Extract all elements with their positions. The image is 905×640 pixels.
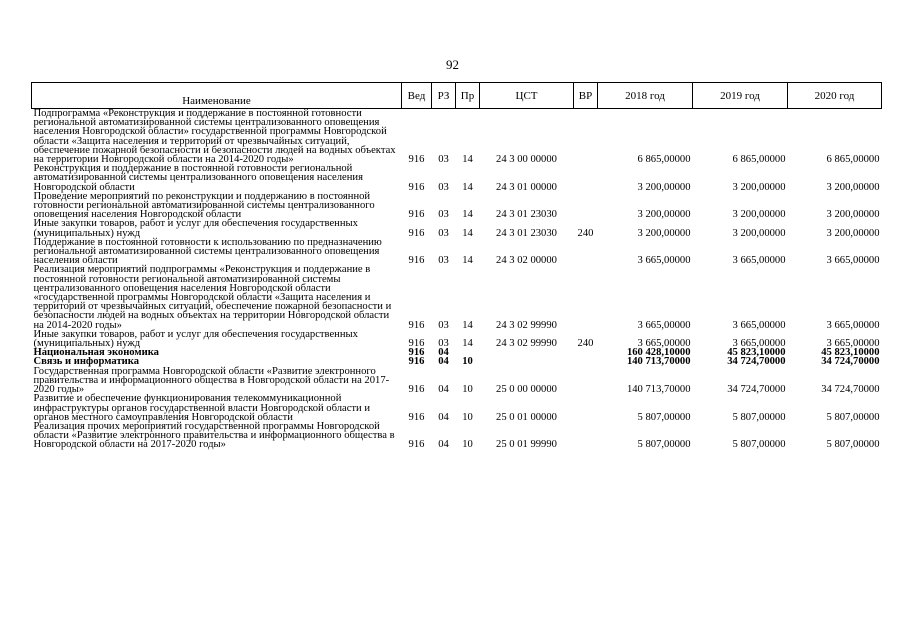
cell-name: Государственная программа Новгородской области «Развитие электронного правительства и информационного общества в Новгородской области на 2017-2020 годы» — [33, 365, 390, 396]
cell-ved: 916 — [408, 347, 425, 359]
cell-vr — [574, 357, 598, 366]
cell-2020: 5 807,00000 — [826, 411, 880, 423]
cell-ved: 916 — [408, 319, 425, 331]
cell-pr: 14 — [462, 319, 473, 331]
cell-rz: 03 — [438, 154, 449, 166]
header-vr: ВР — [574, 83, 598, 109]
cell-2019: 45 823,10000 — [727, 347, 786, 359]
cell-pr: 14 — [462, 209, 473, 221]
cell-rz: 03 — [438, 338, 449, 350]
cell-cst: 24 3 01 23030 — [496, 209, 557, 221]
cell-2020: 3 665,00000 — [826, 319, 880, 331]
cell-cst: 25 0 01 00000 — [496, 411, 557, 423]
cell-rz: 04 — [438, 411, 449, 423]
cell-2019: 34 724,70000 — [727, 356, 786, 368]
header-rz: РЗ — [432, 83, 456, 109]
cell-ved: 916 — [408, 411, 425, 423]
table-row — [32, 238, 882, 266]
table-row — [32, 192, 882, 220]
cell-pr: 10 — [462, 411, 473, 423]
cell-cst: 24 3 00 00000 — [496, 154, 557, 166]
cell-2019: 3 665,00000 — [732, 255, 786, 267]
cell-vr — [574, 109, 598, 165]
table-row — [32, 109, 882, 165]
cell-pr: 14 — [462, 227, 473, 239]
page-number: 92 — [446, 57, 459, 72]
cell-2019: 3 665,00000 — [732, 338, 786, 350]
cell-rz: 04 — [438, 384, 449, 396]
header-2018: 2018 год — [598, 83, 693, 109]
cell-name: Подпрограмма «Реконструкция и поддержание в постоянной готовности региональной автоматизированной системы централизованного оповещения населения Новгородской области» государственной программы Новгородской области «Защита населения и территорий от чрезвычайных ситуаций, обеспечение пожарной безопасности и безопасности людей на водных объектах на территории Новгородской области на 2014-2020 годы» — [33, 108, 396, 166]
cell-ved: 916 — [408, 154, 425, 166]
cell-pr: 10 — [462, 439, 473, 451]
cell-cst: 24 3 01 23030 — [496, 227, 557, 239]
cell-ved: 916 — [408, 209, 425, 221]
cell-pr: 14 — [462, 338, 473, 350]
cell-rz: 04 — [438, 347, 449, 359]
cell-cst — [480, 348, 574, 357]
cell-2019: 3 200,00000 — [732, 209, 786, 221]
cell-2018: 3 200,00000 — [637, 181, 691, 193]
cell-2018: 140 713,70000 — [626, 356, 691, 368]
cell-2018: 3 200,00000 — [637, 227, 691, 239]
cell-ved: 916 — [408, 227, 425, 239]
cell-ved: 916 — [408, 356, 425, 368]
cell-2019: 5 807,00000 — [732, 411, 786, 423]
table-row — [32, 367, 882, 395]
cell-vr: 240 — [577, 227, 594, 239]
table-row — [32, 265, 882, 329]
table-header — [32, 83, 882, 109]
cell-cst: 25 0 00 00000 — [496, 384, 557, 396]
cell-2018: 3 665,00000 — [637, 319, 691, 331]
cell-cst — [480, 357, 574, 366]
cell-pr: 14 — [462, 255, 473, 267]
cell-2019: 6 865,00000 — [732, 154, 786, 166]
cell-vr — [574, 367, 598, 395]
cell-vr — [574, 238, 598, 266]
table-row — [32, 422, 882, 450]
cell-ved: 916 — [408, 384, 425, 396]
cell-cst: 24 3 02 99990 — [496, 338, 557, 350]
cell-rz: 03 — [438, 181, 449, 193]
header-cst: ЦСТ — [480, 83, 574, 109]
cell-ved: 916 — [408, 181, 425, 193]
cell-vr — [574, 394, 598, 422]
cell-2019: 3 200,00000 — [732, 181, 786, 193]
header-pr: Пр — [456, 83, 480, 109]
cell-2018: 3 200,00000 — [637, 209, 691, 221]
cell-2018: 5 807,00000 — [637, 439, 691, 451]
budget-table — [31, 82, 882, 450]
cell-rz: 03 — [438, 209, 449, 221]
cell-name: Развитие и обеспечение функционирования телекоммуникационной инфраструктуры органов государственной власти Новгородской области и органов местного самоуправления Новгородской области — [33, 393, 371, 423]
cell-2020: 3 665,00000 — [826, 338, 880, 350]
cell-2018: 3 665,00000 — [637, 338, 691, 350]
cell-2020: 3 200,00000 — [826, 181, 880, 193]
cell-name: Связь и информатика — [33, 356, 140, 368]
table-row — [32, 394, 882, 422]
cell-vr — [574, 164, 598, 192]
cell-vr: 240 — [577, 338, 594, 350]
cell-pr: 10 — [462, 384, 473, 396]
cell-rz: 04 — [438, 356, 449, 368]
cell-2020: 5 807,00000 — [826, 439, 880, 451]
cell-vr — [574, 348, 598, 357]
cell-name: Иные закупки товаров, работ и услуг для обеспечения государственных (муниципальных) нужд — [33, 218, 358, 239]
cell-2020: 34 724,70000 — [821, 356, 880, 368]
cell-name: Национальная экономика — [33, 347, 159, 359]
header-ved: Вед — [402, 83, 432, 109]
cell-2019: 34 724,70000 — [727, 384, 786, 396]
cell-rz: 04 — [438, 439, 449, 451]
cell-2018: 5 807,00000 — [637, 411, 691, 423]
cell-vr — [574, 265, 598, 329]
cell-2019: 3 200,00000 — [732, 227, 786, 239]
cell-name: Проведение мероприятий по реконструкции и поддержанию в постоянной готовности региональной автоматизированной системы централизованного оповещения населения Новгородской области — [33, 190, 375, 221]
cell-name: Реализация прочих мероприятий государственной программы Новгородской области «Развитие электронного правительства и информационного общества в Новгородской области на 2017-2020 годы» — [33, 420, 395, 451]
cell-name: Реализация мероприятий подпрограммы «Реконструкция и поддержание в постоянной готовности региональной автоматизированной системы централизованного оповещения населения Новгородской области «государственной программы Новгородской области «Защита населения и территорий от чрезвычайных ситуаций, обеспечение пожарной безопасности и безопасности людей на водных объектах на территории Новгородской области на 2014-2020 годы» — [33, 264, 392, 331]
cell-rz: 03 — [438, 227, 449, 239]
cell-cst: 24 3 02 00000 — [496, 255, 557, 267]
cell-2020: 34 724,70000 — [821, 384, 880, 396]
cell-name: Реконструкция и поддержание в постоянной готовности региональной автоматизированной системы централизованного оповещения населения Новгородской области — [33, 163, 363, 193]
cell-ved: 916 — [408, 439, 425, 451]
cell-2020: 45 823,10000 — [821, 347, 880, 359]
cell-2018: 3 665,00000 — [637, 255, 691, 267]
cell-rz: 03 — [438, 255, 449, 267]
cell-vr — [574, 192, 598, 220]
cell-rz: 03 — [438, 319, 449, 331]
cell-cst: 24 3 02 99990 — [496, 319, 557, 331]
cell-vr — [574, 422, 598, 450]
cell-name: Поддержание в постоянной готовности к использованию по предназначению региональной автоматизированной системы централизованного оповещения населения области — [33, 236, 382, 267]
cell-ved: 916 — [408, 338, 425, 350]
cell-2018: 6 865,00000 — [637, 154, 691, 166]
cell-2020: 3 665,00000 — [826, 255, 880, 267]
header-name: Наименование — [32, 83, 402, 109]
table-row — [32, 164, 882, 192]
cell-2020: 3 200,00000 — [826, 209, 880, 221]
header-2020: 2020 год — [788, 83, 882, 109]
cell-2019: 5 807,00000 — [732, 439, 786, 451]
cell-pr: 14 — [462, 181, 473, 193]
table-row — [32, 219, 882, 237]
cell-name: Иные закупки товаров, работ и услуг для обеспечения государственных (муниципальных) нужд — [33, 328, 358, 350]
cell-2019: 3 665,00000 — [732, 319, 786, 331]
cell-2020: 3 200,00000 — [826, 227, 880, 239]
cell-ved: 916 — [408, 255, 425, 267]
cell-2020: 6 865,00000 — [826, 154, 880, 166]
cell-pr: 10 — [462, 356, 473, 368]
table-row — [32, 330, 882, 348]
cell-pr: 14 — [462, 154, 473, 166]
cell-cst: 24 3 01 00000 — [496, 181, 557, 193]
table-body — [32, 109, 882, 450]
cell-2018: 160 428,10000 — [626, 347, 691, 359]
cell-cst: 25 0 01 99990 — [496, 439, 557, 451]
cell-2018: 140 713,70000 — [626, 384, 691, 396]
header-2019: 2019 год — [693, 83, 788, 109]
